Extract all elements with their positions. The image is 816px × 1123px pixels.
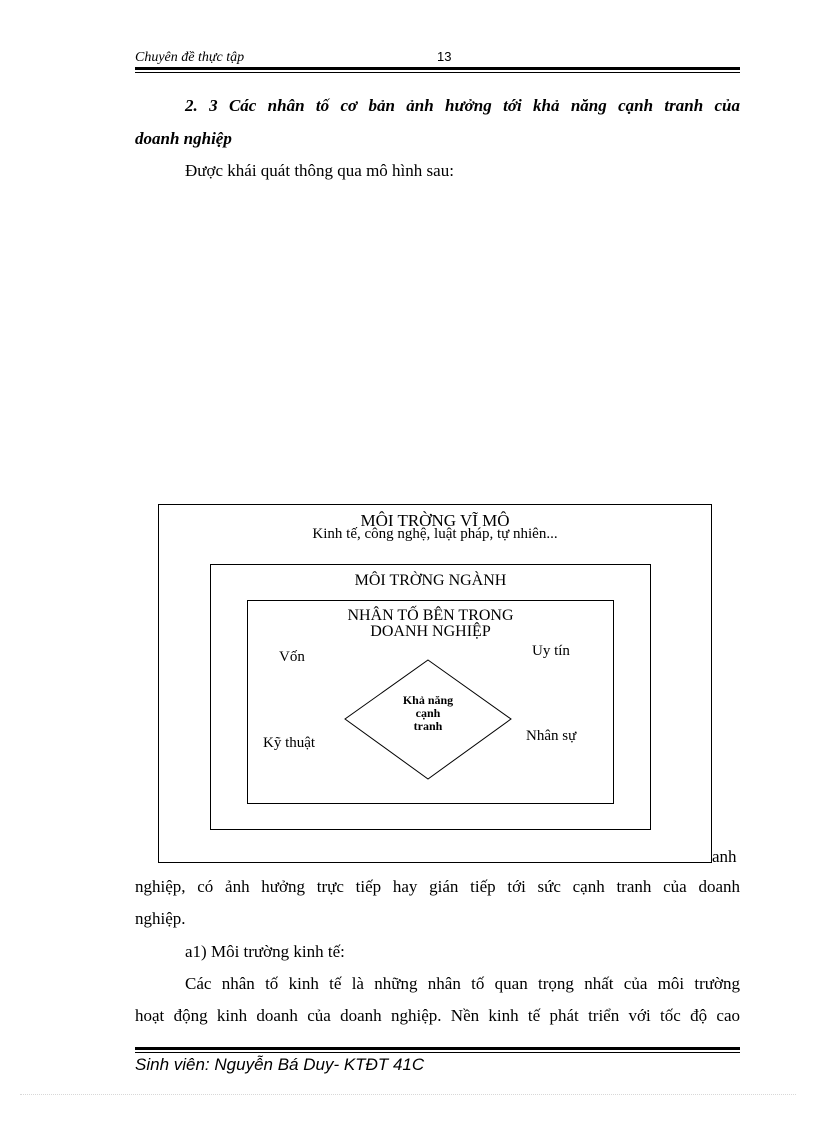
- industry-environment-title: MÔI TRỜNG NGÀNH: [354, 572, 507, 589]
- page-number: 13: [437, 49, 452, 64]
- factor-personnel: Nhân sự: [526, 728, 577, 744]
- center-text-2: cạnh: [415, 706, 441, 720]
- header-rule-thin: [135, 72, 740, 73]
- internal-factors-title-1: NHÂN TỐ BÊN TRONG: [347, 607, 514, 624]
- factor-technology: Kỹ thuật: [263, 735, 316, 751]
- intro-text: Được khái quát thông qua mô hình sau:: [185, 161, 454, 180]
- body-line-1: nghiệp, có ảnh hưởng trực tiếp hay gián tiếp tới sức cạnh tranh của doanh: [135, 877, 740, 896]
- body-line-2: nghiệp.: [135, 909, 186, 928]
- footer-rule-thin: [135, 1052, 740, 1053]
- subheading-economic: a1) Môi trường kinh tế:: [185, 942, 345, 961]
- text-fragment: anh: [712, 847, 737, 866]
- center-text-1: Khả năng: [402, 693, 454, 707]
- footer-text: Sinh viên: Nguyễn Bá Duy- KTĐT 41C: [135, 1055, 425, 1074]
- header-rule-thick: [135, 67, 740, 70]
- section-heading-line1: 2. 3 Các nhân tố cơ bản ảnh hưởng tới khả năng cạnh tranh của: [185, 96, 740, 115]
- body-line-3: Các nhân tố kinh tế là những nhân tố quan trọng nhất của môi trường: [185, 974, 740, 993]
- body-line-4: hoạt động kinh doanh của doanh nghiệp. Nền kinh tế phát triển với tốc độ cao: [135, 1006, 740, 1025]
- macro-environment-title: MÔI TRỜNG VĨ MÔ: [360, 511, 510, 530]
- center-text-3: tranh: [413, 719, 443, 733]
- header-title: Chuyên đề thực tập: [135, 50, 245, 65]
- section-heading-line2: doanh nghiệp: [135, 129, 232, 148]
- page-bottom-divider: [20, 1094, 796, 1095]
- macro-environment-subtitle: Kinh tế, công nghệ, luật pháp, tự nhiên...: [312, 526, 558, 542]
- factor-capital: Vốn: [279, 649, 305, 665]
- factor-reputation: Uy tín: [532, 643, 570, 659]
- internal-factors-title-2: DOANH NGHIỆP: [370, 623, 491, 640]
- footer-rule-thick: [135, 1047, 740, 1050]
